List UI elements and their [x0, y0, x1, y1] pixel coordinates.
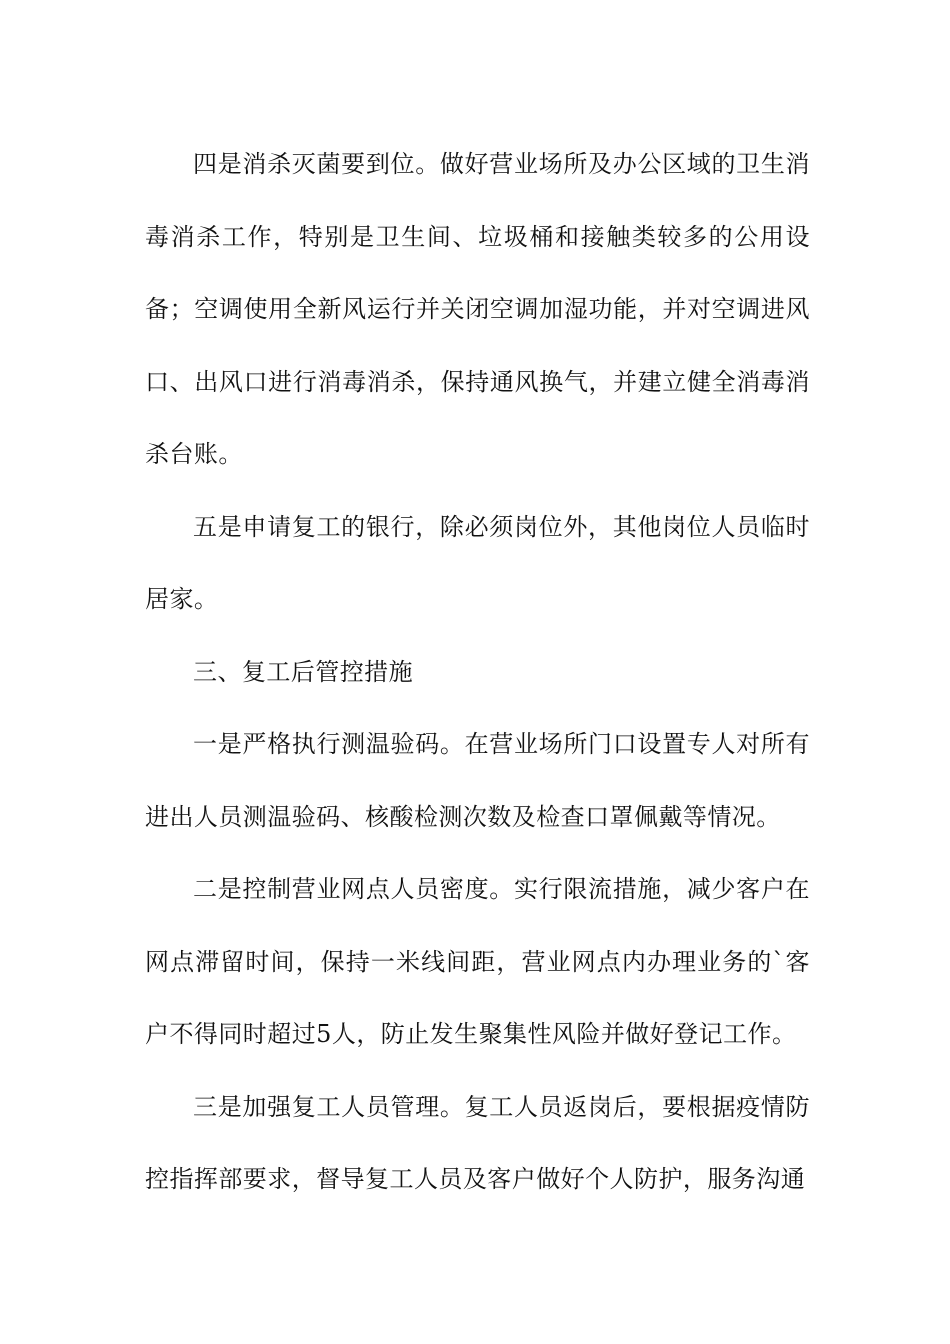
section-heading-post-resumption-measures: 三、复工后管控措施 — [193, 657, 414, 686]
paragraph-density-control: 二是控制营业网点人员密度。实行限流措施，减少客户在网点滞留时间，保持一米线间距，营业网点内办理业务的`客户不得同时超过5人，防止发生聚集性风险并做好登记工作。 — [145, 875, 810, 1048]
paragraph-work-from-home: 五是申请复工的银行，除必须岗位外，其他岗位人员临时居家。 — [145, 512, 810, 613]
paragraph-temperature-check: 一是严格执行测温验码。在营业场所门口设置专人对所有进出人员测温验码、核酸检测次数及检查口罩佩戴等情况。 — [145, 730, 810, 831]
paragraph-staff-management: 三是加强复工人员管理。复工人员返岗后，要根据疫情防控指挥部要求，督导复工人员及客户做好个人防护，服务沟通 — [145, 1092, 810, 1193]
document-body — [145, 128, 810, 1216]
paragraph-disinfection: 四是消杀灭菌要到位。做好营业场所及办公区域的卫生消毒消杀工作，特别是卫生间、垃圾桶和接触类较多的公用设备；空调使用全新风运行并关闭空调加湿功能，并对空调进风口、出风口进行消毒消杀，保持通风换气，并建立健全消毒消杀台账。 — [145, 150, 810, 468]
